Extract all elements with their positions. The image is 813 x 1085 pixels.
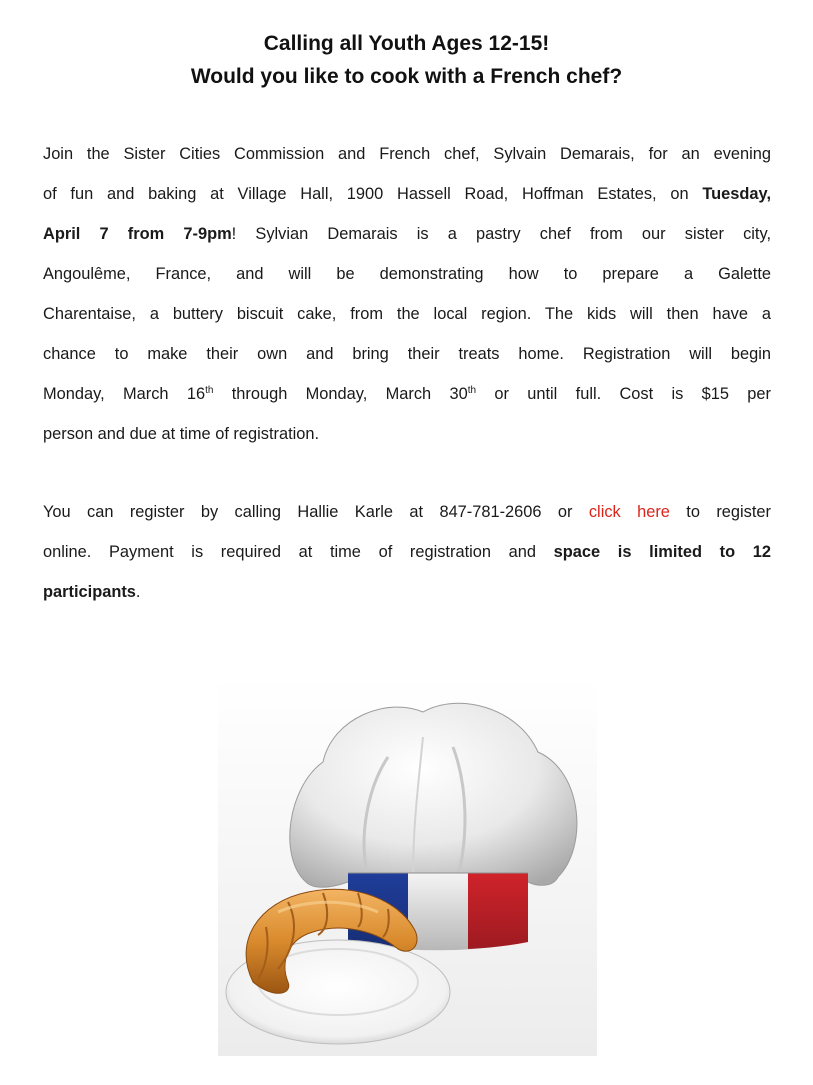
text: of fun and baking at Village Hall, 1900 Hassell Road, Hoffman Estates, on xyxy=(43,185,703,203)
event-day: Tuesday, xyxy=(702,185,771,203)
text: Join the Sister Cities Commission and French chef, Sylvain Demarais, for an evening xyxy=(43,145,771,163)
text: or until full. Cost is $15 per xyxy=(476,385,771,403)
text: through Monday, March 30 xyxy=(213,385,468,403)
chef-illustration xyxy=(218,677,597,1056)
description-line xyxy=(43,254,771,294)
headline-line-2: Would you like to cook with a French chef? xyxy=(190,65,623,88)
registration-line xyxy=(43,492,771,532)
description-line xyxy=(43,214,771,254)
text: . xyxy=(135,583,141,601)
event-date-time: April 7 from 7-9pm xyxy=(43,225,232,243)
capacity-note: space is limited to 12 xyxy=(553,543,771,561)
event-description xyxy=(43,134,771,454)
registration-line xyxy=(43,572,771,612)
description-line xyxy=(43,134,771,174)
ordinal-suffix: th xyxy=(467,385,477,396)
text: Charentaise, a buttery biscuit cake, from the local region. The kids will then have a xyxy=(43,305,771,323)
text: online. Payment is required at time of registration and xyxy=(43,543,554,561)
text: Angoulême, France, and will be demonstrating how to prepare a Galette xyxy=(43,265,771,283)
registration-info xyxy=(43,492,771,612)
text: ! Sylvian Demarais is a pastry chef from our sister city, xyxy=(231,225,771,243)
text: to register xyxy=(669,503,771,521)
text: You can register by calling Hallie Karle at 847-781-2606 or xyxy=(43,503,589,521)
text: chance to make their own and bring their treats home. Registration will begin xyxy=(43,345,771,363)
description-line xyxy=(43,374,771,414)
register-online-link[interactable]: click here xyxy=(588,503,670,521)
chef-illustration-svg xyxy=(218,677,597,1056)
description-line xyxy=(43,414,771,454)
text: person and due at time of registration. xyxy=(43,425,320,443)
description-line xyxy=(43,334,771,374)
headline-line-1: Calling all Youth Ages 12-15! xyxy=(263,32,550,55)
description-line xyxy=(43,294,771,334)
capacity-note-end: participants xyxy=(43,583,136,601)
ordinal-suffix: th xyxy=(205,385,214,396)
text: Monday, March 16 xyxy=(43,385,206,403)
registration-line xyxy=(43,532,771,572)
description-line xyxy=(43,174,771,214)
